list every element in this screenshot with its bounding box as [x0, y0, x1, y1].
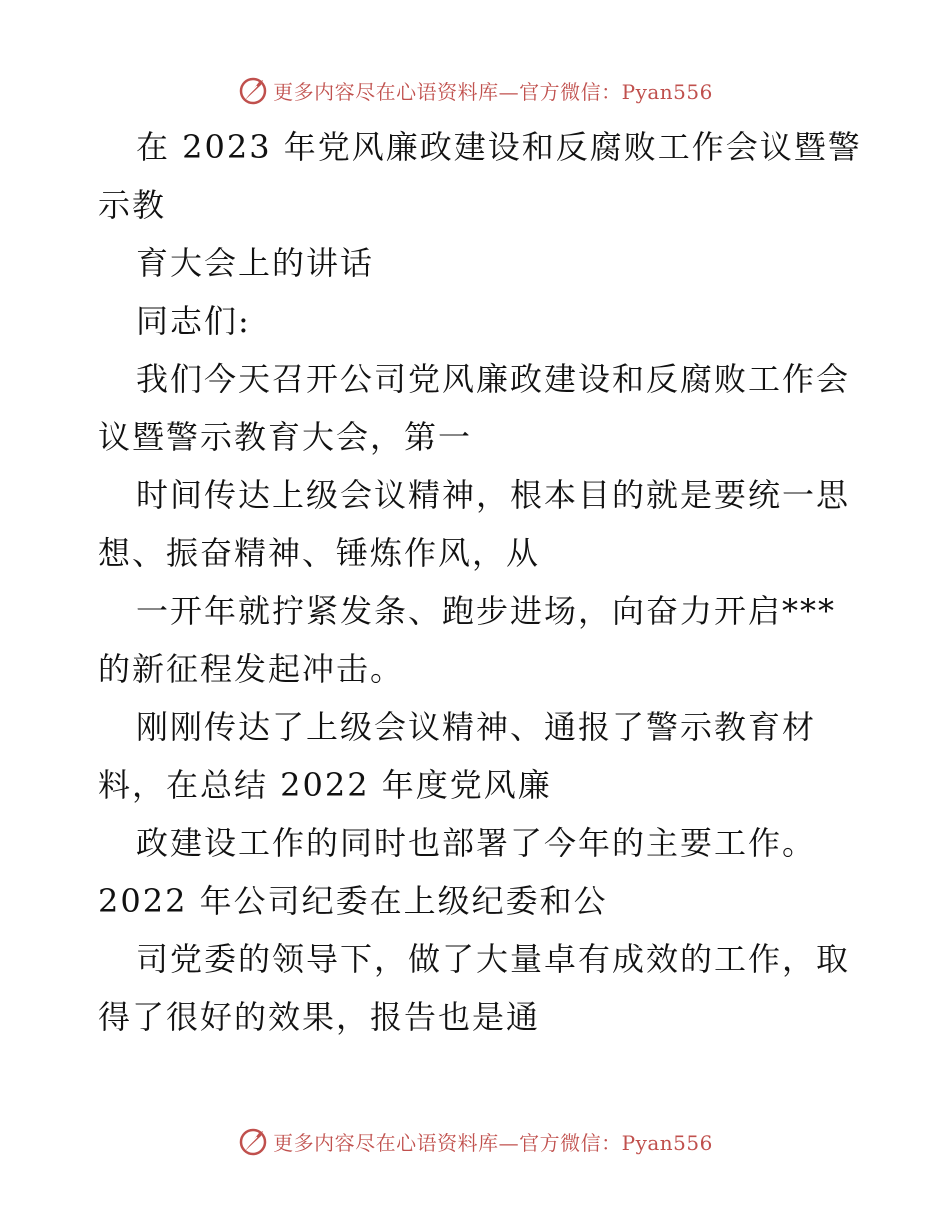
text-line: 同志们: [136, 302, 251, 340]
watermark-footer [0, 1121, 950, 1161]
speech-body [98, 118, 862, 1046]
text-line: 示教 [98, 186, 167, 224]
text-line: 育大会上的讲话 [136, 244, 375, 282]
text-line: 刚刚传达了上级会议精神、通报了警示教育材 [136, 708, 817, 746]
text-line: 料，在总结 2022 年度党风廉 [98, 766, 552, 804]
text-line: 得了很好的效果，报告也是通 [98, 998, 541, 1036]
watermark-text: 更多内容尽在心语资料库—官方微信：Pyan556 [273, 1130, 713, 1155]
text-line: 想、振奋精神、锤炼作风，从 [98, 534, 541, 572]
text-line: 时间传达上级会议精神，根本目的就是要统一思 [136, 476, 851, 514]
text-line: 政建设工作的同时也部署了今年的主要工作。 [136, 824, 817, 862]
text-line: 一开年就拧紧发条、跑步进场，向奋力开启*** [136, 592, 837, 630]
text-line: 司党委的领导下，做了大量卓有成效的工作，取 [136, 940, 851, 978]
text-line: 我们今天召开公司党风廉政建设和反腐败工作会 [136, 360, 851, 398]
watermark-text: 更多内容尽在心语资料库—官方微信：Pyan556 [273, 79, 713, 104]
watermark-header [0, 70, 950, 110]
text-line: 2022 年公司纪委在上级纪委和公 [98, 882, 608, 920]
text-line: 的新征程发起冲击。 [98, 650, 405, 688]
text-line: 议暨警示教育大会，第一 [98, 418, 473, 456]
text-line: 在 2023 年党风廉政建设和反腐败工作会议暨警 [136, 128, 862, 166]
quill-logo-icon [237, 1125, 269, 1157]
quill-logo-icon [237, 74, 269, 106]
